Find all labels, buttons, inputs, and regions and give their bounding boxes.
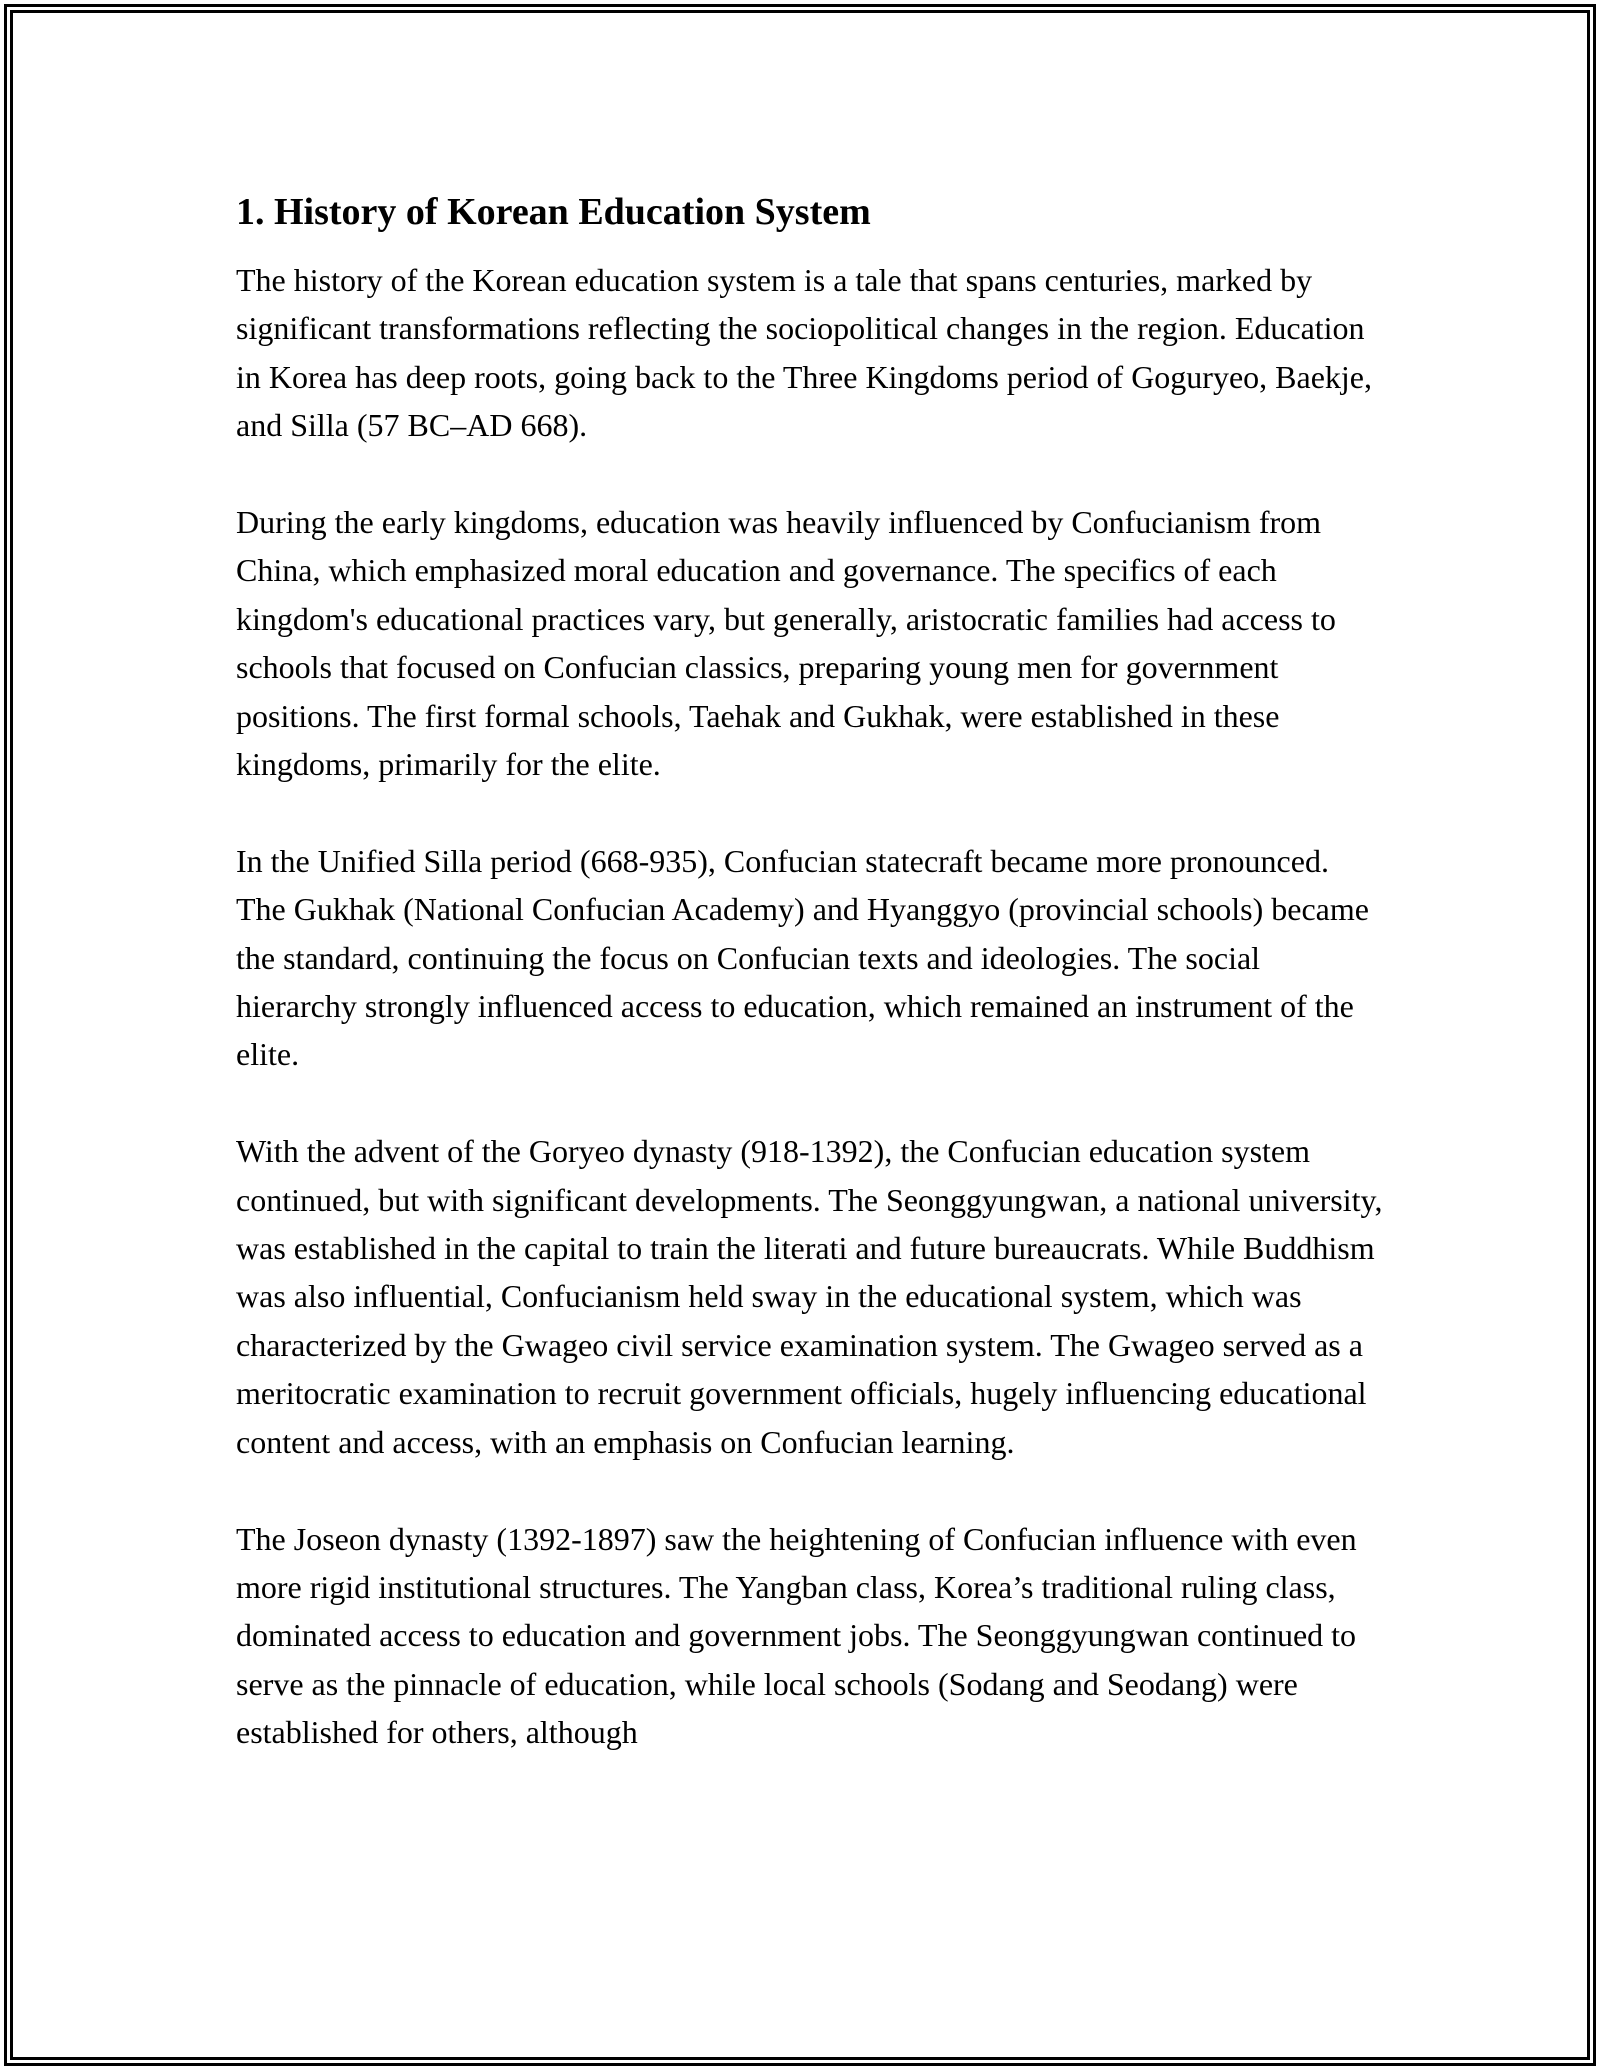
paragraph-early-kingdoms: During the early kingdoms, education was heavily influenced by Confucianism from China, which emphasized moral education and governance. The specifics of each kingdom's educational practices vary, but generally, aristocratic families had access to schools that focused on Confucian classics, preparing young men for government positions. The first formal schools, Taehak and Gukhak, were established in these kingdoms, primarily for the elite. (236, 504, 1336, 783)
document-body (236, 186, 1386, 1757)
paragraph-unified-silla: In the Unified Silla period (668-935), Confucian statecraft became more pronounced. The Gukhak (National Confucian Academy) and Hyanggyo (provincial schools) became the standard, continuing the focus on Confucian texts and ideologies. The social hierarchy strongly influenced access to education, which remained an instrument of the elite. (236, 842, 1369, 1073)
paragraph-goryeo: With the advent of the Goryeo dynasty (918-1392), the Confucian education system continued, but with significant developments. The Seonggyungwan, a national university, was established in the capital to train the literati and future bureaucrats. While Buddhism was also influential, Confucianism held sway in the educational system, which was characterized by the Gwageo civil service examination system. The Gwageo served as a meritocratic examination to recruit government officials, hugely influencing educational content and access, with an emphasis on Confucian learning. (236, 1133, 1383, 1460)
paragraph-intro: The history of the Korean education system is a tale that spans centuries, marked by significant transformations reflecting the sociopolitical changes in the region. Education in Korea has deep roots, going back to the Three Kingdoms period of Goguryeo, Baekje, and Silla (57 BC–AD 668). (236, 262, 1372, 444)
paragraph-joseon: The Joseon dynasty (1392-1897) saw the heightening of Confucian influence with even more rigid institutional structures. The Yangban class, Korea’s traditional ruling class, dominated access to education and government jobs. The Seonggyungwan continued to serve as the pinnacle of education, while local schools (Sodang and Seodang) were established for others, although (236, 1520, 1357, 1751)
section-heading: 1. History of Korean Education System (236, 191, 871, 233)
